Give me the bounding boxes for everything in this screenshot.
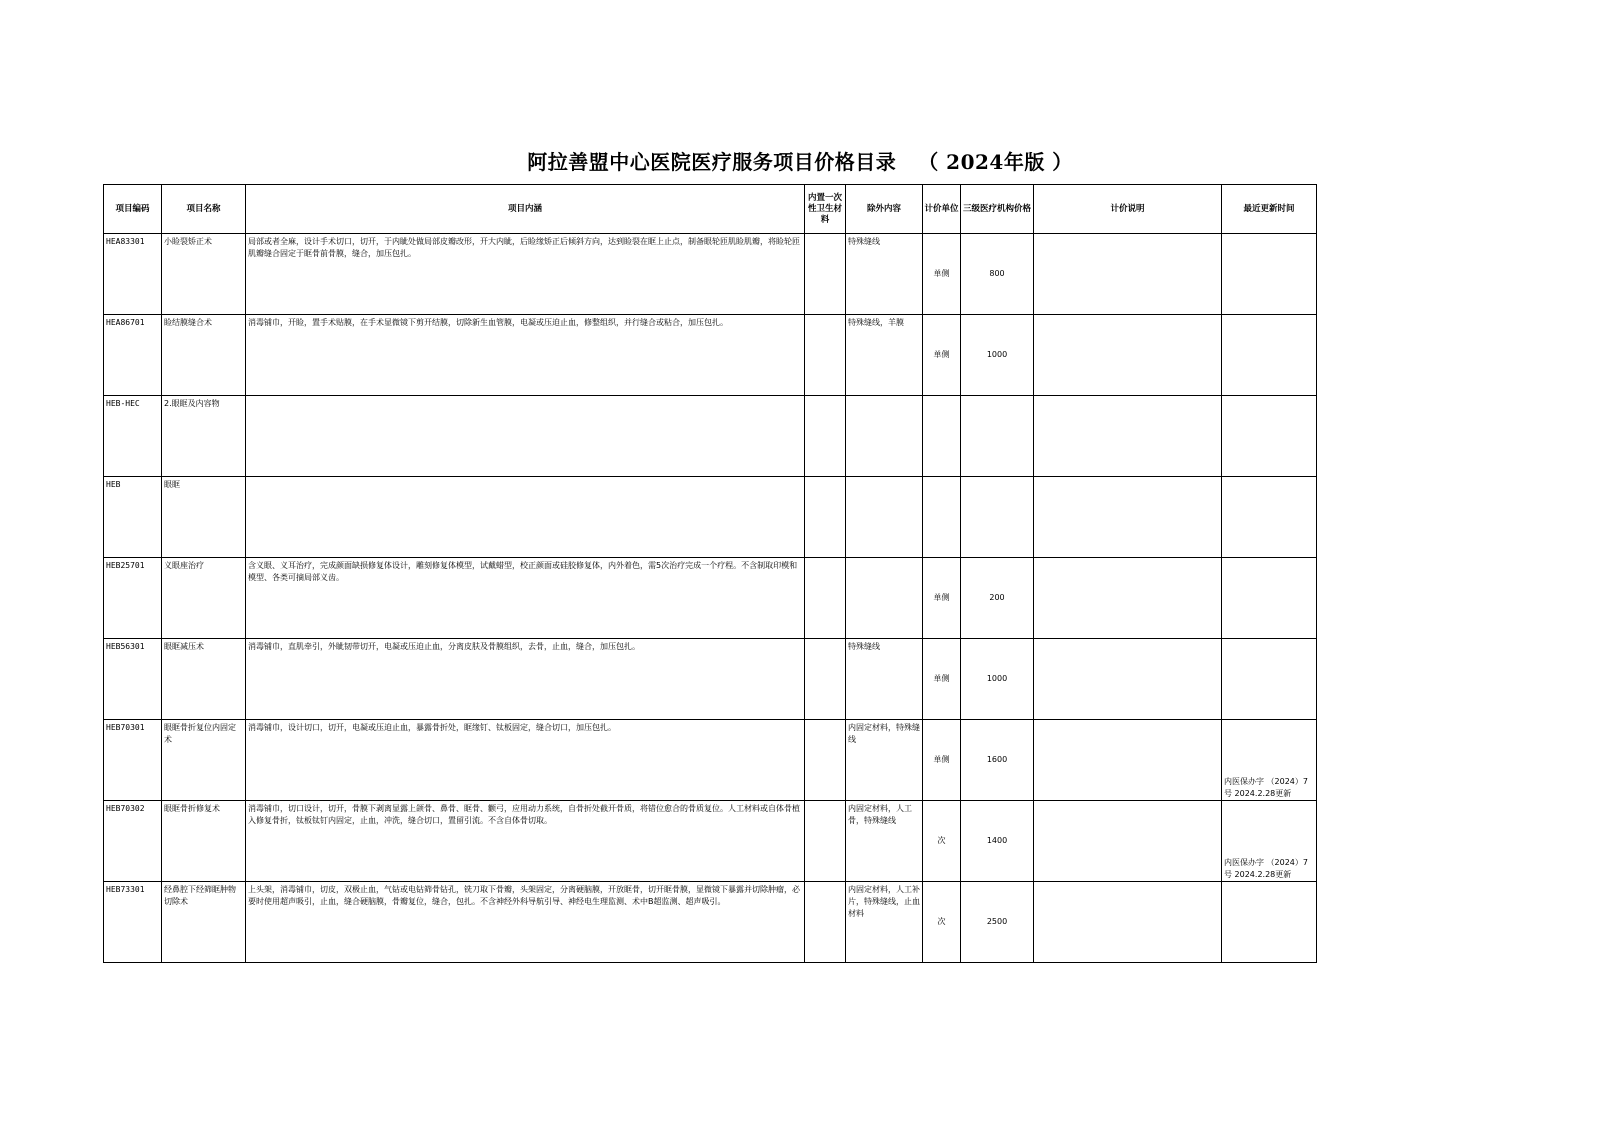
row-unit: 单侧 <box>923 720 961 801</box>
title-text: 阿拉善盟中心医院医疗服务项目价格目录 <box>527 150 897 174</box>
row-unit <box>923 396 961 477</box>
row-name: 义眼座治疗 <box>162 558 246 639</box>
header-code: 项目编码 <box>104 185 162 234</box>
header-name: 项目名称 <box>162 185 246 234</box>
row-excluded: 内固定材料，特殊缝线 <box>846 720 923 801</box>
table-row <box>104 801 1317 882</box>
row-updated <box>1222 558 1317 639</box>
row-name: 睑结膜缝合术 <box>162 315 246 396</box>
row-code: HEB70301 <box>104 720 162 801</box>
row-price: 800 <box>961 234 1034 315</box>
row-price: 1000 <box>961 639 1034 720</box>
header-price: 三级医疗机构价格 <box>961 185 1034 234</box>
row-name: 经鼻腔下经筛眶肿物切除术 <box>162 882 246 963</box>
table-row <box>104 720 1317 801</box>
row-price: 200 <box>961 558 1034 639</box>
header-row <box>104 185 1317 234</box>
document-title <box>0 146 1600 175</box>
row-excluded: 内固定材料，人工补片，特殊缝线，止血材料 <box>846 882 923 963</box>
row-notes <box>1034 801 1222 882</box>
row-content: 局部或者全麻，设计手术切口，切开，于内眦处做局部皮瓣改形，开大内眦，后睑缘矫正后倾斜方向，达到睑裂在眶上止点，制备眼轮匝肌睑肌瓣，将睑轮匝肌瓣缝合固定于眶骨前骨膜，缝合，加压包扎。 <box>246 234 805 315</box>
header-notes: 计价说明 <box>1034 185 1222 234</box>
row-name: 眼眶骨折复位内固定术 <box>162 720 246 801</box>
header-updated: 最近更新时间 <box>1222 185 1317 234</box>
row-updated <box>1222 639 1317 720</box>
row-content: 消毒铺巾，开睑，置手术贴膜，在手术显微镜下剪开结膜，切除新生血管膜，电凝或压迫止血，修整组织，并行缝合或粘合，加压包扎。 <box>246 315 805 396</box>
row-disposable <box>805 396 846 477</box>
table-row <box>104 882 1317 963</box>
row-price: 1600 <box>961 720 1034 801</box>
table-row <box>104 315 1317 396</box>
row-notes <box>1034 882 1222 963</box>
row-disposable <box>805 720 846 801</box>
row-excluded <box>846 558 923 639</box>
row-content: 上头架，消毒铺巾，切皮，双极止血，气钻或电钻筛骨钻孔，铣刀取下骨瓣，头架固定，分离硬脑膜，开放眶骨，切开眶骨膜，显微镜下暴露并切除肿瘤，必要时使用超声吸引，止血，缝合硬脑膜，骨瓣复位，缝合，包扎。不含神经外科导航引导、神经电生理监测、术中B超监测、超声吸引。 <box>246 882 805 963</box>
row-notes <box>1034 639 1222 720</box>
row-excluded: 特殊缝线 <box>846 234 923 315</box>
row-notes <box>1034 234 1222 315</box>
row-updated <box>1222 477 1317 558</box>
row-disposable <box>805 882 846 963</box>
row-content <box>246 396 805 477</box>
price-table <box>103 184 1317 963</box>
row-excluded: 特殊缝线，羊膜 <box>846 315 923 396</box>
row-unit: 单侧 <box>923 558 961 639</box>
row-name: 眼眶减压术 <box>162 639 246 720</box>
row-content: 消毒铺巾，直肌牵引，外眦韧带切开，电凝或压迫止血，分离皮肤及骨膜组织，去骨，止血，缝合，加压包扎。 <box>246 639 805 720</box>
title-year: （ 2024年版 ） <box>918 150 1073 174</box>
table-row <box>104 639 1317 720</box>
row-price <box>961 396 1034 477</box>
row-updated: 内医保办字 （2024）7号 2024.2.28更新 <box>1222 720 1317 801</box>
row-excluded: 内固定材料，人工骨，特殊缝线 <box>846 801 923 882</box>
row-name: 小睑裂矫正术 <box>162 234 246 315</box>
row-unit: 单侧 <box>923 639 961 720</box>
row-disposable <box>805 315 846 396</box>
row-updated <box>1222 882 1317 963</box>
table-row <box>104 396 1317 477</box>
row-code: HEB25701 <box>104 558 162 639</box>
header-disposable: 内置一次性卫生材料 <box>805 185 846 234</box>
header-excluded: 除外内容 <box>846 185 923 234</box>
row-price: 1000 <box>961 315 1034 396</box>
table-row <box>104 234 1317 315</box>
row-notes <box>1034 396 1222 477</box>
row-content: 消毒铺巾，设计切口，切开，电凝或压迫止血，暴露骨折处，眶缘钉、钛板固定，缝合切口，加压包扎。 <box>246 720 805 801</box>
row-code: HEA83301 <box>104 234 162 315</box>
row-excluded: 特殊缝线 <box>846 639 923 720</box>
row-notes <box>1034 558 1222 639</box>
table-row <box>104 558 1317 639</box>
row-updated: 内医保办字 （2024）7号 2024.2.28更新 <box>1222 801 1317 882</box>
header-content: 项目内涵 <box>246 185 805 234</box>
row-code: HEB-HEC <box>104 396 162 477</box>
row-content <box>246 477 805 558</box>
row-code: HEB70302 <box>104 801 162 882</box>
row-name: 2.眼眶及内容物 <box>162 396 246 477</box>
row-disposable <box>805 801 846 882</box>
row-unit: 次 <box>923 882 961 963</box>
row-name: 眼眶 <box>162 477 246 558</box>
row-disposable <box>805 477 846 558</box>
row-disposable <box>805 234 846 315</box>
row-code: HEB56301 <box>104 639 162 720</box>
row-excluded <box>846 396 923 477</box>
row-price: 1400 <box>961 801 1034 882</box>
row-price: 2500 <box>961 882 1034 963</box>
header-unit: 计价单位 <box>923 185 961 234</box>
row-notes <box>1034 720 1222 801</box>
row-notes <box>1034 477 1222 558</box>
row-unit: 次 <box>923 801 961 882</box>
row-notes <box>1034 315 1222 396</box>
row-unit <box>923 477 961 558</box>
row-disposable <box>805 639 846 720</box>
table-row <box>104 477 1317 558</box>
row-content: 含义眼、义耳治疗，完成颜面缺损修复体设计，雕刻修复体模型，试戴蜡型，校正颜面或硅胶修复体，内外着色，需5次治疗完成一个疗程。不含制取印模和模型、各类可摘局部义齿。 <box>246 558 805 639</box>
row-disposable <box>805 558 846 639</box>
row-updated <box>1222 234 1317 315</box>
row-code: HEA86701 <box>104 315 162 396</box>
row-unit: 单侧 <box>923 315 961 396</box>
row-excluded <box>846 477 923 558</box>
row-code: HEB73301 <box>104 882 162 963</box>
row-unit: 单侧 <box>923 234 961 315</box>
row-content: 消毒铺巾，切口设计，切开，骨膜下剥离显露上颌骨、鼻骨、眶骨、颧弓，应用动力系统，自骨折处截开骨质，将错位愈合的骨质复位。人工材料或自体骨植入修复骨折，钛板钛钉内固定，止血，冲洗，缝合切口，置留引流。不含自体骨切取。 <box>246 801 805 882</box>
row-updated <box>1222 396 1317 477</box>
row-updated <box>1222 315 1317 396</box>
row-name: 眼眶骨折修复术 <box>162 801 246 882</box>
row-code: HEB <box>104 477 162 558</box>
row-price <box>961 477 1034 558</box>
